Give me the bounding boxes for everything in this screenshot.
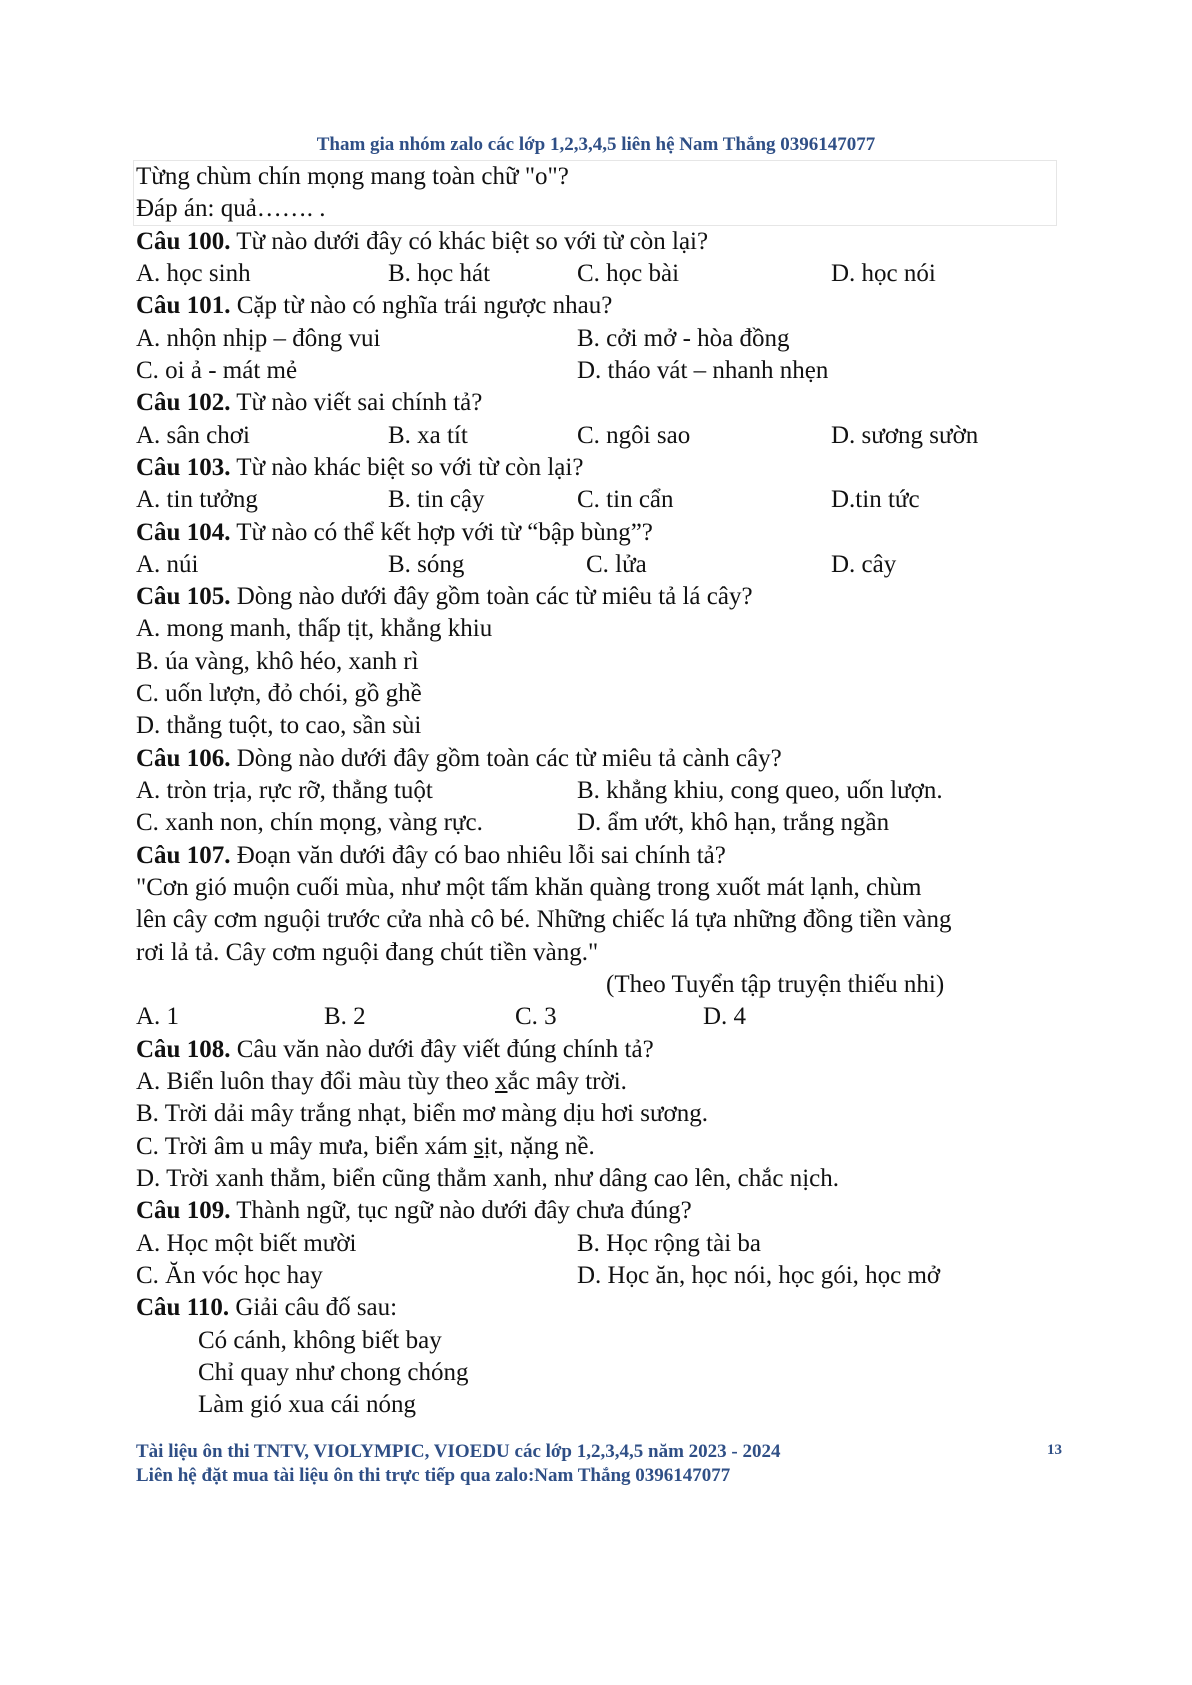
option-c: C. lửa (586, 551, 647, 578)
option-b: B. học hát (388, 260, 491, 287)
question-text: Từ nào dưới đây có khác biệt so với từ còn lại? (230, 228, 709, 255)
option-b: B. Trời dải mây trắng nhạt, biển mơ màng dịu hơi sương. (136, 1100, 708, 1127)
riddle-line: Có cánh, không biết bay (198, 1327, 442, 1354)
option-d: D. thẳng tuột, to cao, sần sùi (136, 712, 422, 739)
option-d: D. tháo vát – nhanh nhẹn (577, 357, 829, 384)
option-b: B. sóng (388, 551, 465, 578)
page-number: 13 (1047, 1442, 1062, 1458)
passage-line: lên cây cơm nguội trước cửa nhà cô bé. Những chiếc lá tựa những đồng tiền vàng (136, 906, 952, 933)
question-number: Câu 106. (136, 745, 231, 772)
question-number: Câu 108. (136, 1036, 231, 1063)
question-text: Câu văn nào dưới đây viết đúng chính tả? (230, 1036, 654, 1063)
option-d: D. Trời xanh thẳm, biển cũng thẳm xanh, như dâng cao lên, chắc nịch. (136, 1165, 840, 1192)
option-b: B. xa tít (388, 422, 468, 449)
question-number: Câu 101. (136, 292, 231, 319)
question-number: Câu 104. (136, 519, 231, 546)
question-109 (136, 1196, 692, 1226)
option-a: A. 1 (136, 1003, 180, 1030)
option-c: C. uốn lượn, đỏ chói, gồ ghề (136, 680, 422, 707)
option-a: A. tròn trịa, rực rỡ, thẳng tuột (136, 777, 433, 804)
question-text: Từ nào khác biệt so với từ còn lại? (230, 454, 584, 481)
option-d: D. Học ăn, học nói, học gói, học mở (577, 1262, 941, 1289)
question-105 (136, 582, 753, 612)
passage-line: rơi lả tả. Cây cơm nguội đang chút tiền vàng." (136, 939, 599, 966)
option-c: C. xanh non, chín mọng, vàng rực. (136, 809, 483, 836)
question-text: Dòng nào dưới đây gồm toàn các từ miêu tả cành cây? (230, 745, 782, 772)
question-text: Đoạn văn dưới đây có bao nhiêu lỗi sai chính tả? (230, 842, 726, 869)
option-b: B. tin cậy (388, 486, 485, 513)
passage-source: (Theo Tuyển tập truyện thiếu nhi) (606, 971, 945, 998)
page-header: Tham gia nhóm zalo các lớp 1,2,3,4,5 liên hệ Nam Thắng 0396147077 (316, 134, 876, 155)
question-number: Câu 100. (136, 228, 231, 255)
footer-line: Tài liệu ôn thi TNTV, VIOLYMPIC, VIOEDU các lớp 1,2,3,4,5 năm 2023 - 2024 (136, 1441, 781, 1462)
carryover-answer: Đáp án: quả……. . (136, 195, 326, 222)
question-number: Câu 109. (136, 1197, 231, 1224)
question-text: Từ nào viết sai chính tả? (230, 389, 483, 416)
option-d: D. cây (831, 551, 897, 578)
underlined-letter: s (473, 1133, 484, 1160)
option-d: D. ẩm ướt, khô hạn, trắng ngần (577, 809, 890, 836)
option-a: A. sân chơi (136, 422, 250, 449)
question-103 (136, 453, 583, 483)
option-a: A. mong manh, thấp tịt, khẳng khiu (136, 615, 493, 642)
question-text: Từ nào có thể kết hợp với từ “bập bùng”? (230, 519, 653, 546)
option-b: B. Học rộng tài ba (577, 1230, 761, 1257)
question-102 (136, 388, 482, 418)
question-number: Câu 102. (136, 389, 231, 416)
question-100 (136, 227, 708, 257)
option-d: D. 4 (703, 1003, 747, 1030)
option-d: D. học nói (831, 260, 936, 287)
option-a: A. Biển luôn thay đổi màu tùy theo xắc mây trời. (136, 1068, 627, 1095)
option-a: A. Học một biết mười (136, 1230, 357, 1257)
underlined-letter: x (494, 1068, 508, 1095)
option-c: C. Ăn vóc học hay (136, 1262, 323, 1289)
option-a: A. nhộn nhịp – đông vui (136, 325, 381, 352)
option-b: B. cởi mở - hòa đồng (577, 325, 790, 352)
question-110 (136, 1293, 397, 1323)
option-a: A. tin tưởng (136, 486, 258, 513)
question-number: Câu 105. (136, 583, 231, 610)
option-b: B. 2 (324, 1003, 366, 1030)
question-104 (136, 518, 653, 548)
passage-line: "Cơn gió muộn cuối mùa, như một tấm khăn quàng trong xuốt mát lạnh, chùm (136, 874, 922, 901)
question-number: Câu 103. (136, 454, 231, 481)
footer-contact: Liên hệ đặt mua tài liệu ôn thi trực tiếp qua zalo:Nam Thắng 0396147077 (136, 1465, 731, 1486)
option-a: A. núi (136, 551, 199, 578)
option-c: C. ngôi sao (577, 422, 691, 449)
option-c: C. học bài (577, 260, 680, 287)
question-text: Cặp từ nào có nghĩa trái ngược nhau? (230, 292, 613, 319)
option-c: C. Trời âm u mây mưa, biển xám sịt, nặng nề. (136, 1133, 595, 1160)
question-text: Thành ngữ, tục ngữ nào dưới đây chưa đúng? (230, 1197, 692, 1224)
question-108 (136, 1035, 654, 1065)
carryover-line: Từng chùm chín mọng mang toàn chữ "o"? (136, 163, 569, 190)
option-b: B. úa vàng, khô héo, xanh rì (136, 648, 419, 675)
option-b: B. khẳng khiu, cong queo, uốn lượn. (577, 777, 943, 804)
question-101 (136, 291, 612, 321)
option-d: D. sương sườn (831, 422, 979, 449)
option-c: C. 3 (515, 1003, 557, 1030)
question-106 (136, 744, 782, 774)
option-c: C. tin cẩn (577, 486, 674, 513)
question-107 (136, 841, 726, 871)
question-number: Câu 110. (136, 1294, 230, 1321)
question-text: Giải câu đố sau: (229, 1294, 398, 1321)
riddle-line: Chỉ quay như chong chóng (198, 1359, 469, 1386)
question-text: Dòng nào dưới đây gồm toàn các từ miêu tả lá cây? (230, 583, 753, 610)
option-d: D.tin tức (831, 486, 920, 513)
riddle-line: Làm gió xua cái nóng (198, 1391, 416, 1418)
option-a: A. học sinh (136, 260, 251, 287)
question-number: Câu 107. (136, 842, 231, 869)
option-c: C. oi ả - mát mẻ (136, 357, 298, 384)
